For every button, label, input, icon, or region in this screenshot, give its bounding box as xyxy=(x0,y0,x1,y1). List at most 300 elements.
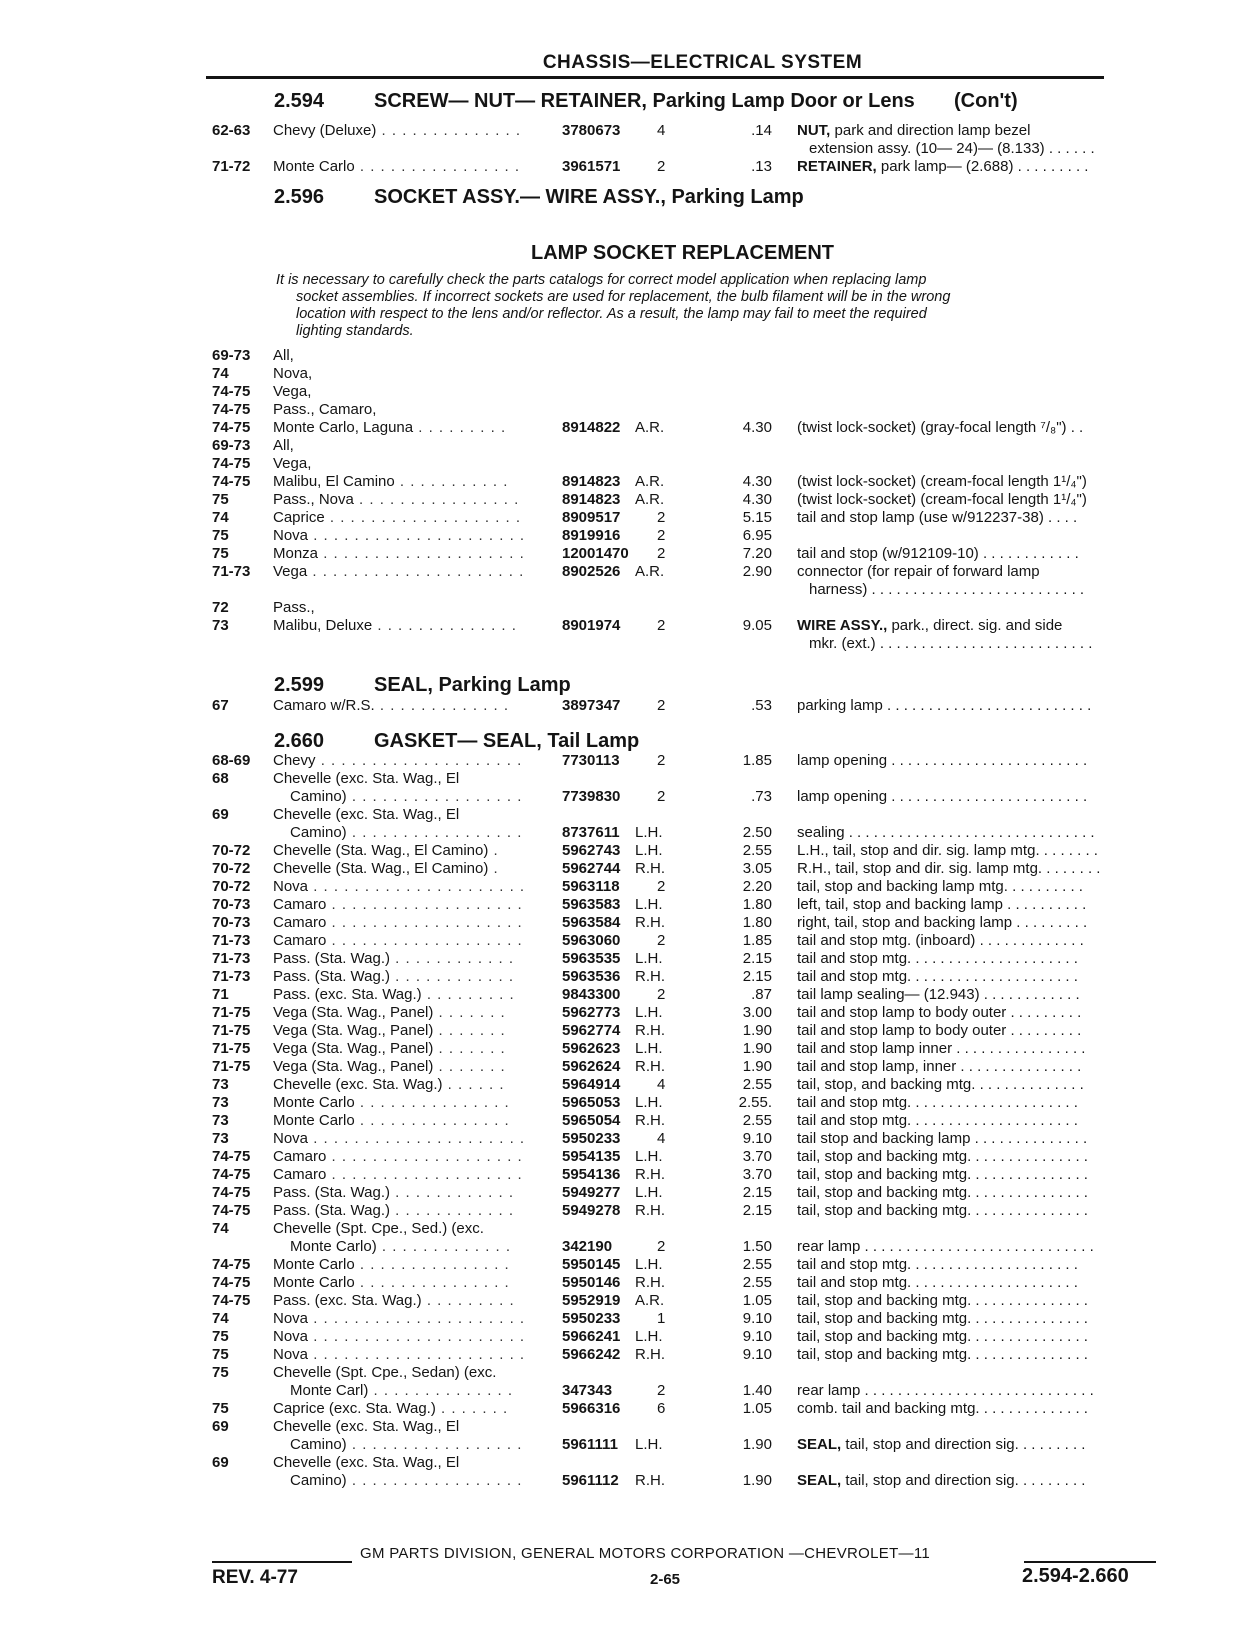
note-line: socket assemblies. If incorrect sockets are used for replacement, the bulb filament will be in the wrong xyxy=(296,289,951,305)
price: 2.90 xyxy=(742,563,772,580)
leader-dots: . . . . . . . . . . . xyxy=(394,473,509,490)
description-line xyxy=(797,1202,1088,1220)
price: 2.15 xyxy=(742,1184,772,1201)
application-text: Caprice (exc. Sta. Wag.) xyxy=(273,1400,436,1417)
part-number: 5963583 xyxy=(562,896,621,913)
parts-row xyxy=(0,1112,1235,1130)
parts-row xyxy=(0,1454,1235,1490)
description-text: park and direction lamp bezel xyxy=(830,122,1031,139)
description xyxy=(797,1346,1088,1364)
description xyxy=(797,509,1077,527)
leader-dots: . . . . . . . . . . . . . . . . . . . xyxy=(326,1148,523,1165)
price: 2.20 xyxy=(742,878,772,895)
leader-dots: . . . . . . . . . . . . xyxy=(389,1184,515,1201)
description-text: tail, stop and backing mtg. . . . . . . . . . . . . . . xyxy=(797,1292,1088,1309)
model-year: 73 xyxy=(212,1130,229,1147)
price: 2.55 xyxy=(742,842,772,859)
parts-row xyxy=(0,1130,1235,1148)
model-year: 70-73 xyxy=(212,896,251,913)
application-text: Malibu, El Camino xyxy=(273,473,395,490)
parts-row xyxy=(0,1094,1235,1112)
continued-label: (Con't) xyxy=(954,90,1018,112)
application-text: Pass. (exc. Sta. Wag.) xyxy=(273,1292,422,1309)
model-year: 75 xyxy=(212,545,229,562)
parts-row xyxy=(0,1058,1235,1076)
application xyxy=(273,617,531,635)
leader-dots: . xyxy=(488,860,499,877)
application xyxy=(273,1256,531,1274)
part-number: 5950233 xyxy=(562,1310,621,1327)
description-text: lamp opening . . . . . . . . . . . . . . . . . . . . . . . . xyxy=(797,788,1088,805)
description xyxy=(797,1256,1078,1274)
price: 2.15 xyxy=(742,950,772,967)
application-line-2 xyxy=(273,1436,531,1454)
parts-row xyxy=(0,1274,1235,1292)
part-number: 5966242 xyxy=(562,1346,621,1363)
application xyxy=(273,491,531,509)
quantity: 2 xyxy=(657,878,666,895)
quantity: L.H. xyxy=(635,950,663,967)
price: 7.20 xyxy=(742,545,772,562)
application xyxy=(273,1076,531,1094)
description-text: park lamp— (2.688) . . . . . . . . . xyxy=(876,158,1089,175)
application xyxy=(273,896,531,914)
application xyxy=(273,158,531,176)
price: 2.15 xyxy=(742,968,772,985)
parts-row xyxy=(0,896,1235,914)
description xyxy=(797,1292,1088,1310)
description-line xyxy=(797,1346,1088,1364)
description xyxy=(797,1328,1088,1346)
description-line xyxy=(797,1058,1081,1076)
description xyxy=(797,860,1100,878)
price: 2.50 xyxy=(742,824,772,841)
parts-row xyxy=(0,473,1235,491)
application xyxy=(273,509,531,527)
application xyxy=(273,1400,531,1418)
lamp-socket-title: LAMP SOCKET REPLACEMENT xyxy=(531,242,834,264)
description xyxy=(797,788,1087,806)
parts-row xyxy=(0,752,1235,770)
application-text: Nova xyxy=(273,527,309,544)
description xyxy=(797,1238,1094,1256)
description-line xyxy=(797,878,1083,896)
description-line xyxy=(797,1292,1088,1310)
quantity: 2 xyxy=(657,788,666,805)
description-text: (twist lock-socket) (cream-focal length 1¹/₄") xyxy=(797,473,1087,490)
application-text: Camino) xyxy=(290,788,347,805)
description-line xyxy=(797,617,1092,635)
model-year: 71-73 xyxy=(212,968,251,985)
section-heading-2596 xyxy=(274,186,804,209)
parts-row xyxy=(0,1256,1235,1274)
description xyxy=(797,1058,1081,1076)
price: 2.15 xyxy=(742,1202,772,1219)
description-text: tail, stop and backing mtg. . . . . . . . . . . . . . . xyxy=(797,1328,1088,1345)
description xyxy=(797,545,1079,563)
application-text: Monte Carlo, Laguna xyxy=(273,419,414,436)
description-line xyxy=(797,1400,1088,1418)
application xyxy=(273,968,531,986)
leader-dots: . . . . . . . . . . . . . . . . . xyxy=(346,824,523,841)
description-line xyxy=(797,896,1086,914)
quantity: 2 xyxy=(657,932,666,949)
description xyxy=(797,697,1091,715)
parts-row xyxy=(0,1184,1235,1202)
application xyxy=(273,932,531,950)
application-text: Monte Carlo xyxy=(273,1256,355,1273)
model-year: 73 xyxy=(212,1094,229,1111)
quantity: L.H. xyxy=(635,1040,663,1057)
quantity: R.H. xyxy=(635,1472,665,1489)
application xyxy=(273,860,531,878)
parts-row xyxy=(0,617,1235,653)
part-number: 5966241 xyxy=(562,1328,621,1345)
application-text: All, xyxy=(273,347,294,364)
parts-row xyxy=(0,491,1235,509)
description-line xyxy=(797,1472,1085,1490)
model-year: 74-75 xyxy=(212,1166,251,1183)
leader-dots: . . . . . . . . . . . . . . xyxy=(376,122,522,139)
leader-dots: . . . . . . . . . . . . . . . xyxy=(354,1094,510,1111)
model-year: 74-75 xyxy=(212,1274,251,1291)
quantity: 2 xyxy=(657,697,666,714)
model-year: 69 xyxy=(212,806,229,823)
model-year: 75 xyxy=(212,1364,229,1381)
model-year: 74-75 xyxy=(212,419,251,436)
section-title: SEAL, Parking Lamp xyxy=(374,674,571,696)
application xyxy=(273,545,531,563)
application-text: Monte Carlo xyxy=(273,1094,355,1111)
leader-dots: . . . . . . . . . . . . . . . . xyxy=(354,158,521,175)
application-text: Pass. (Sta. Wag.) xyxy=(273,968,390,985)
quantity: 2 xyxy=(657,752,666,769)
section-number: 2.596 xyxy=(274,186,325,208)
application xyxy=(273,1130,531,1148)
application-text: Nova xyxy=(273,1310,309,1327)
description xyxy=(797,968,1078,986)
section-title: GASKET— SEAL, Tail Lamp xyxy=(374,730,640,752)
description-line xyxy=(797,697,1091,715)
application xyxy=(273,1328,531,1346)
model-year: 70-72 xyxy=(212,842,251,859)
application-text: Camaro xyxy=(273,932,327,949)
application-text: Vega (Sta. Wag., Panel) xyxy=(273,1022,434,1039)
model-year: 71-75 xyxy=(212,1040,251,1057)
description-text: tail, stop and backing mtg. . . . . . . . . . . . . . . xyxy=(797,1346,1088,1363)
part-number: 5963118 xyxy=(562,878,620,895)
description-line xyxy=(797,1184,1088,1202)
parts-row xyxy=(0,563,1235,599)
leader-dots: . . . . . . . . . . . . . xyxy=(376,1238,512,1255)
application xyxy=(273,752,531,770)
parts-row xyxy=(0,158,1235,176)
part-number: 5962624 xyxy=(562,1058,621,1075)
description-text: park., direct. sig. and side xyxy=(887,617,1063,634)
page-header-title: CHASSIS—ELECTRICAL SYSTEM xyxy=(542,52,863,73)
part-number: 5963536 xyxy=(562,968,621,985)
parts-row xyxy=(0,122,1235,158)
price: .73 xyxy=(751,788,772,805)
model-year: 71-73 xyxy=(212,563,251,580)
model-year: 70-73 xyxy=(212,914,251,931)
application-text: Pass., xyxy=(273,599,315,616)
note-line: It is necessary to carefully check the parts catalogs for correct model application when replacing lamp xyxy=(276,272,927,288)
quantity: R.H. xyxy=(635,968,665,985)
description-line xyxy=(797,1076,1084,1094)
description xyxy=(797,1274,1078,1292)
parts-row xyxy=(0,365,1235,383)
quantity: L.H. xyxy=(635,1328,663,1345)
part-number: 5962743 xyxy=(562,842,621,859)
parts-row xyxy=(0,1418,1235,1454)
parts-row xyxy=(0,1148,1235,1166)
leader-dots: . . . . . . . . . . . . xyxy=(389,950,515,967)
description-line xyxy=(797,1310,1088,1328)
model-year: 74-75 xyxy=(212,1148,251,1165)
application-line: Chevelle (Spt. Cpe., Sed.) (exc. xyxy=(273,1220,484,1237)
application xyxy=(273,527,531,545)
price: 4.30 xyxy=(742,491,772,508)
leader-dots: . . . . . . . . . . . . . . . . . . . xyxy=(326,1166,523,1183)
application-text: Monte Carlo xyxy=(273,1274,355,1291)
description-text: tail and stop lamp to body outer . . . . . . . . . xyxy=(797,1022,1082,1039)
parts-row xyxy=(0,1328,1235,1346)
parts-row xyxy=(0,1076,1235,1094)
parts-row xyxy=(0,950,1235,968)
application-text: Pass. (Sta. Wag.) xyxy=(273,1202,390,1219)
footer-rule-left xyxy=(212,1561,352,1563)
description xyxy=(797,896,1086,914)
application-text: Pass. (Sta. Wag.) xyxy=(273,1184,390,1201)
description-line xyxy=(797,986,1080,1004)
description xyxy=(797,1094,1078,1112)
leader-dots: . . . . . . . . . . . . . . . xyxy=(354,1112,510,1129)
description-line xyxy=(797,860,1100,878)
description-line xyxy=(797,545,1079,563)
application-text: Pass., Nova xyxy=(273,491,354,508)
application xyxy=(273,365,531,383)
part-number: 8737611 xyxy=(562,824,620,841)
part-number: 9843300 xyxy=(562,986,621,1003)
application-text: All, xyxy=(273,437,294,454)
description-line xyxy=(797,1040,1085,1058)
description-text: tail and stop (w/912109-10) . . . . . . . . . . . . xyxy=(797,545,1079,562)
part-number: 5962774 xyxy=(562,1022,621,1039)
part-number: 8919916 xyxy=(562,527,621,544)
parts-row xyxy=(0,1310,1235,1328)
quantity: A.R. xyxy=(635,563,665,580)
leader-dots: . . . . . . . . . xyxy=(421,986,515,1003)
description-line xyxy=(797,1328,1088,1346)
price: 1.90 xyxy=(742,1436,772,1453)
quantity: 4 xyxy=(657,1130,666,1147)
quantity: 6 xyxy=(657,1400,666,1417)
model-year: 71-73 xyxy=(212,950,251,967)
model-year: 75 xyxy=(212,1346,229,1363)
leader-dots: . . . . . . . . . xyxy=(413,419,507,436)
model-year: 73 xyxy=(212,1076,229,1093)
leader-dots: . . . . . . . . . . . . xyxy=(389,1202,515,1219)
application xyxy=(273,1004,531,1022)
application-text: Nova xyxy=(273,1346,309,1363)
description xyxy=(797,1022,1081,1040)
application xyxy=(273,401,531,419)
leader-dots: . . . . . . . . . . . . . . . . . xyxy=(346,788,523,805)
application-text: Vega (Sta. Wag., Panel) xyxy=(273,1058,434,1075)
application-text: Vega (Sta. Wag., Panel) xyxy=(273,1040,434,1057)
section-number: 2.594 xyxy=(274,90,325,112)
parts-row xyxy=(0,842,1235,860)
part-number: 3897347 xyxy=(562,697,621,714)
application xyxy=(273,842,531,860)
description-line xyxy=(797,824,1095,842)
description xyxy=(797,950,1078,968)
description-line xyxy=(797,1436,1085,1454)
application xyxy=(273,455,531,473)
description xyxy=(797,122,1095,158)
model-year: 70-72 xyxy=(212,860,251,877)
application xyxy=(273,770,531,806)
description-line xyxy=(797,419,1083,437)
leader-dots: . . . . . . . . . . . . . . . xyxy=(354,1274,510,1291)
quantity: R.H. xyxy=(635,860,665,877)
part-number: 347343 xyxy=(562,1382,613,1399)
application-text: Chevy (Deluxe) xyxy=(273,122,377,139)
parts-row xyxy=(0,986,1235,1004)
description xyxy=(797,932,1084,950)
price: 1.05 xyxy=(742,1292,772,1309)
description-line xyxy=(797,1148,1088,1166)
leader-dots: . . . . . . . . . . . . . . . . xyxy=(353,491,520,508)
quantity: L.H. xyxy=(635,1004,663,1021)
model-year: 69 xyxy=(212,1454,229,1471)
description-text: L.H., tail, stop and dir. sig. lamp mtg. . . . . . . . xyxy=(797,842,1098,859)
application-text: Monte Carlo) xyxy=(290,1238,377,1255)
leader-dots: . . . . . . . . . . . . . . xyxy=(372,617,517,634)
description-keyword: RETAINER, xyxy=(797,158,877,175)
application-text: Pass. (exc. Sta. Wag.) xyxy=(273,986,422,1003)
description xyxy=(797,914,1087,932)
application-line: Chevelle (exc. Sta. Wag., El xyxy=(273,1454,460,1471)
part-number: 5963584 xyxy=(562,914,621,931)
quantity: R.H. xyxy=(635,1022,665,1039)
price: 1.80 xyxy=(742,896,772,913)
description xyxy=(797,1310,1088,1328)
application xyxy=(273,1166,531,1184)
price: 1.85 xyxy=(742,752,772,769)
revision-label: REV. 4-77 xyxy=(212,1567,298,1588)
model-year: 69 xyxy=(212,1418,229,1435)
leader-dots: . . . . . . . . . . . . . . . . . . . . . xyxy=(308,1310,526,1327)
application-text: Camaro xyxy=(273,1148,327,1165)
price: 1.90 xyxy=(742,1058,772,1075)
parts-row xyxy=(0,437,1235,455)
application-text: Camaro w/R.S. xyxy=(273,697,375,714)
description-line xyxy=(797,563,1084,581)
description-text: (twist lock-socket) (cream-focal length 1¹/₄") xyxy=(797,491,1087,508)
quantity: L.H. xyxy=(635,896,663,913)
note-line: lighting standards. xyxy=(296,323,414,339)
quantity: L.H. xyxy=(635,1094,663,1111)
header-rule xyxy=(206,76,1104,79)
application-text: Vega (Sta. Wag., Panel) xyxy=(273,1004,434,1021)
quantity: R.H. xyxy=(635,1112,665,1129)
application-text: Chevelle (Sta. Wag., El Camino) xyxy=(273,842,489,859)
application xyxy=(273,1274,531,1292)
model-year: 71 xyxy=(212,986,229,1003)
description-text: tail, stop and direction sig. . . . . . . . . xyxy=(841,1472,1086,1489)
parts-row xyxy=(0,770,1235,806)
section-heading-2599 xyxy=(274,674,571,697)
quantity: R.H. xyxy=(635,1346,665,1363)
parts-row xyxy=(0,1400,1235,1418)
quantity: 2 xyxy=(657,986,666,1003)
description-keyword: WIRE ASSY., xyxy=(797,617,888,634)
description-line xyxy=(797,1238,1094,1256)
model-year: 74-75 xyxy=(212,455,251,472)
quantity: 2 xyxy=(657,509,666,526)
model-year: 74-75 xyxy=(212,1184,251,1201)
part-number: 8902526 xyxy=(562,563,621,580)
description-text: tail and stop mtg. . . . . . . . . . . . . . . . . . . . . xyxy=(797,950,1078,967)
leader-dots: . . . . . . . . . . . . . . . . . . . . . xyxy=(308,1130,526,1147)
parts-row xyxy=(0,1346,1235,1364)
quantity: L.H. xyxy=(635,1256,663,1273)
quantity: L.H. xyxy=(635,1184,663,1201)
description-text: tail and stop mtg. . . . . . . . . . . . . . . . . . . . . xyxy=(797,1094,1078,1111)
description-text: rear lamp . . . . . . . . . . . . . . . . . . . . . . . . . . . . xyxy=(797,1238,1094,1255)
description-text: rear lamp . . . . . . . . . . . . . . . . . . . . . . . . . . . . xyxy=(797,1382,1094,1399)
quantity: 2 xyxy=(657,527,666,544)
model-year: 75 xyxy=(212,491,229,508)
price: .53 xyxy=(751,697,772,714)
leader-dots: . . . . . . . . . . . . . . . . . . . . xyxy=(318,545,525,562)
description xyxy=(797,1400,1088,1418)
application-text: Camino) xyxy=(290,1436,347,1453)
parts-row xyxy=(0,1040,1235,1058)
description-line xyxy=(797,1094,1078,1112)
model-year: 70-72 xyxy=(212,878,251,895)
description-text: tail, stop and backing mtg. . . . . . . . . . . . . . . xyxy=(797,1166,1088,1183)
description-line xyxy=(797,509,1077,527)
application xyxy=(273,1040,531,1058)
quantity: 2 xyxy=(657,1238,666,1255)
description-text: parking lamp . . . . . . . . . . . . . . . . . . . . . . . . . xyxy=(797,697,1092,714)
model-year: 72 xyxy=(212,599,229,616)
description-text: tail and stop mtg. (inboard) . . . . . . . . . . . . . xyxy=(797,932,1084,949)
application-text: Pass. (Sta. Wag.) xyxy=(273,950,390,967)
quantity: 2 xyxy=(657,545,666,562)
parts-row xyxy=(0,401,1235,419)
parts-row xyxy=(0,509,1235,527)
model-year: 73 xyxy=(212,617,229,634)
quantity: A.R. xyxy=(635,419,665,436)
parts-row xyxy=(0,932,1235,950)
model-year: 75 xyxy=(212,1328,229,1345)
description-line xyxy=(797,752,1087,770)
quantity: 2 xyxy=(657,617,666,634)
model-year: 74-75 xyxy=(212,1202,251,1219)
description-text: tail, stop and backing mtg. . . . . . . . . . . . . . . xyxy=(797,1310,1088,1327)
description xyxy=(797,563,1084,599)
model-year: 69-73 xyxy=(212,437,251,454)
section-heading-2594 xyxy=(274,90,1018,113)
price: 1.80 xyxy=(742,914,772,931)
lamp-socket-note xyxy=(276,272,1136,340)
price: 9.10 xyxy=(742,1130,772,1147)
section-number: 2.599 xyxy=(274,674,325,696)
